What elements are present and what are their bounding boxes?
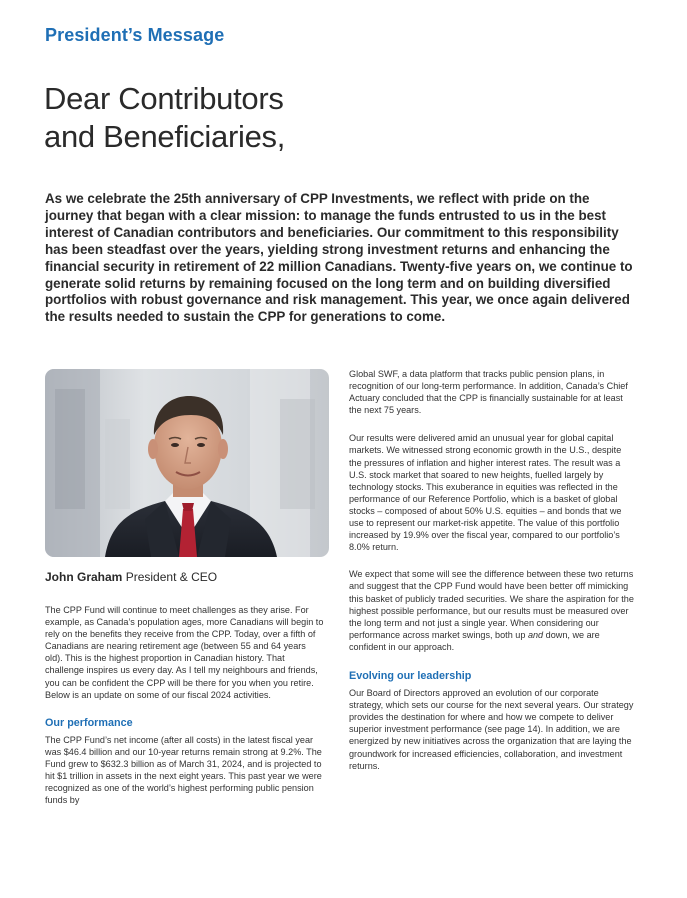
page-title [44, 80, 544, 156]
evolving-leadership-heading: Evolving our leadership [349, 669, 472, 682]
photo-caption [45, 570, 217, 584]
left-paragraph-1: The CPP Fund will continue to meet challenges as they arise. For example, as Canada’s population ages, more Canadians will begin to rely on the benefits they receive from the CPP. Today, over a fifth of Canadians are nearing retirement age (between 55 and 64 years old). This is the highest proportion in Canadian history. That challenge inspires us every day. As I tell my neighbours and friends, you can be confident the CPP will be there for you when you retire. Below is an update on some of our fiscal 2024 activities. [45, 605, 324, 700]
page-title-line-1: Dear Contributors [44, 81, 284, 116]
right-column [349, 368, 634, 772]
right-paragraph-3-text-b: down, we are confident in our approach. [349, 629, 600, 652]
right-paragraph-3-text-a: We expect that some will see the difference between these two returns and suggest that the CPP Fund would have been better off mimicking this basket of publicly traded securities. We share the aspiration for the highest possible performance, but our results must be measured over the long term and not just a single year. When considering our performance across market swings, both up [349, 569, 634, 640]
president-title: President & CEO [125, 570, 218, 584]
section-label: President’s Message [45, 25, 225, 45]
right-paragraph-3 [349, 568, 634, 653]
page-title-line-2: and Beneficiaries, [44, 119, 286, 154]
intro-paragraph: As we celebrate the 25th anniversary of CPP Investments, we reflect with pride on the journey that began with a clear mission: to manage the funds entrusted to us in the best interest of Canadian contributors and beneficiaries. Our commitment to this responsibility has been steadfast over the years, yielding strong investment returns and enhancing the financial security in retirement of 22 million Canadians. Twenty-five years on, we continue to generate solid returns by remaining focused on the long term and on building diversified portfolios with robust governance and risk management. This year, we once again delivered the results needed to sustain the CPP for generations to come. [45, 191, 633, 325]
president-photo [45, 369, 329, 557]
right-paragraph-1: Global SWF, a data platform that tracks public pension plans, in recognition of our long-term performance. In addition, Canada’s Chief Actuary concluded that the CPP is financially sustainable for at least the next 75 years. [349, 369, 628, 416]
our-performance-heading: Our performance [45, 716, 133, 729]
president-name: John Graham [45, 570, 123, 584]
left-paragraph-2: The CPP Fund’s net income (after all costs) in the latest fiscal year was $46.4 billion and our 10-year returns remain strong at 9.2%. The Fund grew to $632.3 billion as of March 31, 2024, and is projected to hit $1 trillion in assets in the next eight years. This past year we were recognized as one of the world’s highest performing public pension funds by [45, 734, 322, 806]
right-paragraph-2: Our results were delivered amid an unusual year for global capital markets. We witnessed strong economic growth in the U.S., despite the pressures of inflation and higher interest rates. The result was a U.S. stock market that soared to new heights, fuelled largely by technology stocks. This exuberance in equities was reflected in the performance of our Reference Portfolio, which is a basket of global stocks – composed of about 50% U.S. equities – and bonds that we use to represent our market-risk appetite. The value of this portfolio increased by 19.9% over the fiscal year, compared to our portfolio’s 8.0% return. [349, 433, 622, 553]
right-paragraph-3-emphasis: and [527, 629, 544, 640]
left-column [45, 604, 325, 806]
right-paragraph-4: Our Board of Directors approved an evolution of our corporate strategy, which sets our course for the next several years. Our strategy provides the destination for where and how we compete to deliver superior investment performance (see page 14). In addition, we are energized by new initiatives across the organization that are laying the groundwork for increased efficiencies, collaboration, and investment returns. [349, 688, 634, 771]
